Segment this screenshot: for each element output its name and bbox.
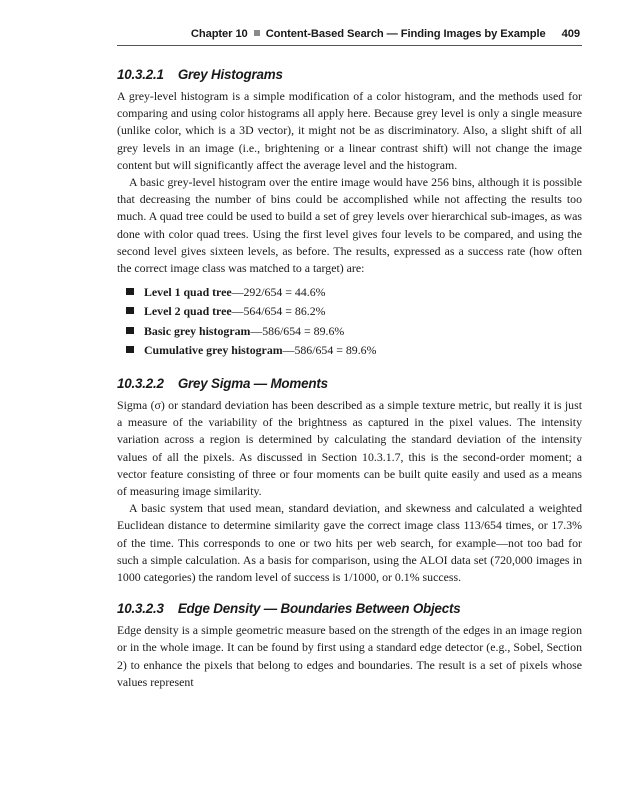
bullet-square-icon (126, 307, 134, 314)
book-page (117, 28, 582, 691)
separator-square-icon (254, 30, 260, 36)
section-title: Edge Density — Boundaries Between Objects (177, 601, 461, 617)
paragraph: A basic grey-level histogram over the entire image would have 256 bins, although it is possible that decreasing the number of bins could be accomplished while not affecting the results too much. A quad tree could be used to build a set of grey levels over hierarchical sub-images, as was done with color quad trees. Using the first level gives four levels to be compared, and using the second level gives sixteen levels, as before. The results, expressed as a success rate (how often the correct image class was matched to a target) are: (117, 175, 582, 276)
list-item-value: —586/654 = 89.6% (250, 323, 345, 338)
bullet-square-icon (126, 346, 134, 353)
section-number: 10.3.2.3 (117, 601, 164, 617)
section-heading-edge-density (117, 601, 582, 616)
chapter-title: Content-Based Search — Finding Images by Example (265, 28, 546, 40)
header-rule (117, 45, 582, 46)
section-number: 10.3.2.1 (117, 67, 164, 82)
list-item (117, 302, 582, 321)
paragraph: A basic system that used mean, standard deviation, and skewness and calculated a weighted Euclidean distance to determine similarity gave the correct image class 113/654 times, or 17.3% of the time. This corresponds to one or two hits per web search, for example—not too bad for such a simple calculation. As a basis for comparison, using the ALOI data set (720,000 images in 1000 categories) the random level of success is 1/1000, or 0.1% success. (117, 501, 582, 585)
list-item (117, 283, 582, 302)
list-item-label: Cumulative grey histogram (144, 342, 283, 357)
paragraph: A grey-level histogram is a simple modification of a color histogram, and the methods used for comparing and using color histograms all apply here. Because grey level is only a single measure (unlike color, which is a 3D vector), it might not be as discriminatory. Also, a slight shift of all grey levels in an image (i.e., brightening or a linear contrast shift) will not change the image content but will significantly affect the average level and the histogram. (117, 89, 582, 172)
section-title: Grey Histograms (177, 67, 283, 82)
chapter-label: Chapter 10 (190, 28, 248, 40)
section-heading-grey-histograms (117, 67, 582, 82)
list-item-value: —586/654 = 89.6% (282, 342, 377, 357)
results-list (117, 283, 582, 360)
section-number: 10.3.2.2 (117, 376, 164, 392)
list-item-label: Level 2 quad tree (144, 304, 232, 319)
section-title: Grey Sigma — Moments (177, 376, 328, 392)
list-item-label: Basic grey histogram (144, 323, 251, 338)
list-item-label: Level 1 quad tree (144, 285, 232, 300)
bullet-square-icon (126, 327, 134, 334)
list-item (117, 322, 582, 341)
paragraph: Sigma (σ) or standard deviation has been described as a simple texture metric, but really it is just a measure of the variability of the brightness as captured in the pixel values. The intensity variation across a region is determined by calculating the standard deviation of the intensity values of all the pixels. As discussed in Section 10.3.1.7, this is the second-order moment; a vector feature consisting of three or four moments can be built quite easily and used as a means of measuring image similarity. (117, 398, 582, 499)
section-heading-grey-sigma (117, 376, 582, 391)
page-number: 409 (561, 28, 580, 40)
list-item-value: —292/654 = 44.6% (231, 285, 326, 300)
paragraph: Edge density is a simple geometric measure based on the strength of the edges in an image region or in the whole image. It can be found by first using a standard edge detector (e.g., Sobel, Section 2) to enhance the pixels that belong to edges and boundaries. The result is a set of pixels whose values represent (117, 623, 582, 689)
list-item-value: —564/654 = 86.2% (231, 304, 326, 319)
bullet-square-icon (126, 288, 134, 295)
running-head (117, 28, 582, 43)
list-item (117, 341, 582, 360)
